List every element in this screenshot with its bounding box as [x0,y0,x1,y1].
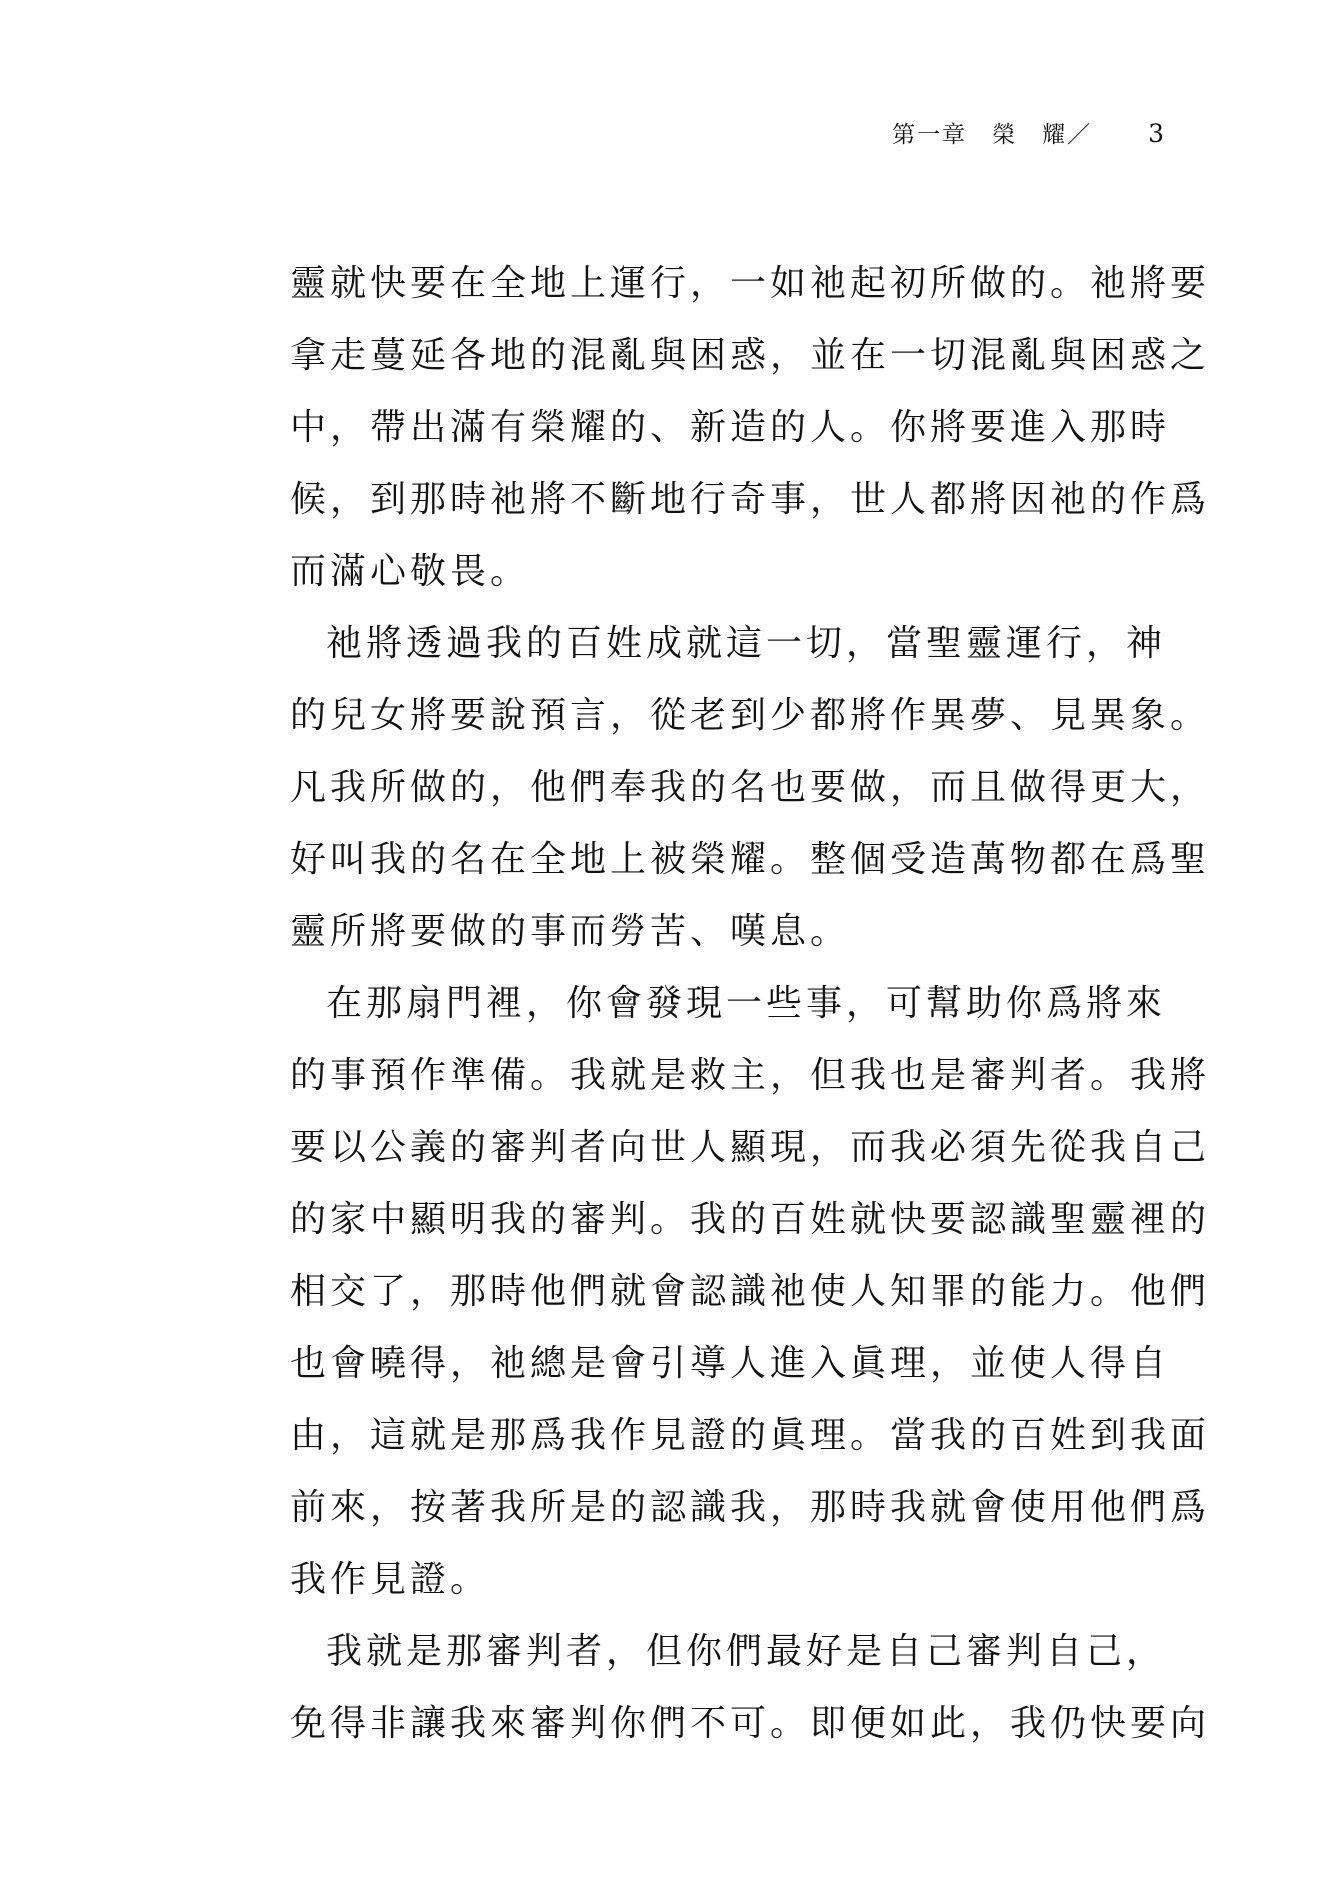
text-line: 要以公義的審判者向世人顯現，而我必須先從我自己 [290,1127,1211,1168]
text-line: 拿走蔓延各地的混亂與困惑，並在一切混亂與困惑之 [290,335,1211,376]
text-line: 的家中顯明我的審判。我的百姓就快要認識聖靈裡的 [290,1199,1211,1240]
text-line: 免得非讓我來審判你們不可。即便如此，我仍快要向 [290,1703,1211,1744]
running-header [892,116,1166,149]
body-text [290,248,1211,1760]
text-line: 靈就快要在全地上運行，一如祂起初所做的。祂將要 [290,263,1211,304]
text-line: 的事預作準備。我就是救主，但我也是審判者。我將 [290,1055,1211,1096]
text-line: 靈所將要做的事而勞苦、嘆息。 [290,911,851,952]
chapter-title: 第一章 榮 耀／ [892,122,1093,148]
text-line: 我作見證。 [290,1559,491,1600]
text-line: 的兒女將要說預言，從老到少都將作異夢、見異象。 [290,695,1211,736]
text-line: 相交了，那時他們就會認識祂使人知罪的能力。他們 [290,1271,1211,1312]
text-line: 由，這就是那爲我作見證的眞理。當我的百姓到我面 [290,1415,1211,1456]
paragraph-first-line: 祂將透過我的百姓成就這一切，當聖靈運行，神 [326,623,1167,664]
text-line: 候，到那時祂將不斷地行奇事，世人都將因祂的作爲 [290,479,1211,520]
page-number: 3 [1148,119,1166,148]
text-line: 而滿心敬畏。 [290,551,531,592]
paragraph-first-line: 我就是那審判者，但你們最好是自己審判自己， [326,1631,1167,1672]
text-line: 也會曉得，祂總是會引導人進入眞理，並使人得自 [290,1343,1171,1384]
text-line: 中，帶出滿有榮耀的、新造的人。你將要進入那時 [290,407,1171,448]
text-line: 前來，按著我所是的認識我，那時我就會使用他們爲 [290,1487,1211,1528]
text-line: 好叫我的名在全地上被榮耀。整個受造萬物都在爲聖 [290,839,1211,880]
paragraph-first-line: 在那扇門裡，你會發現一些事，可幫助你爲將來 [326,983,1167,1024]
text-line: 凡我所做的，他們奉我的名也要做，而且做得更大， [290,767,1211,808]
